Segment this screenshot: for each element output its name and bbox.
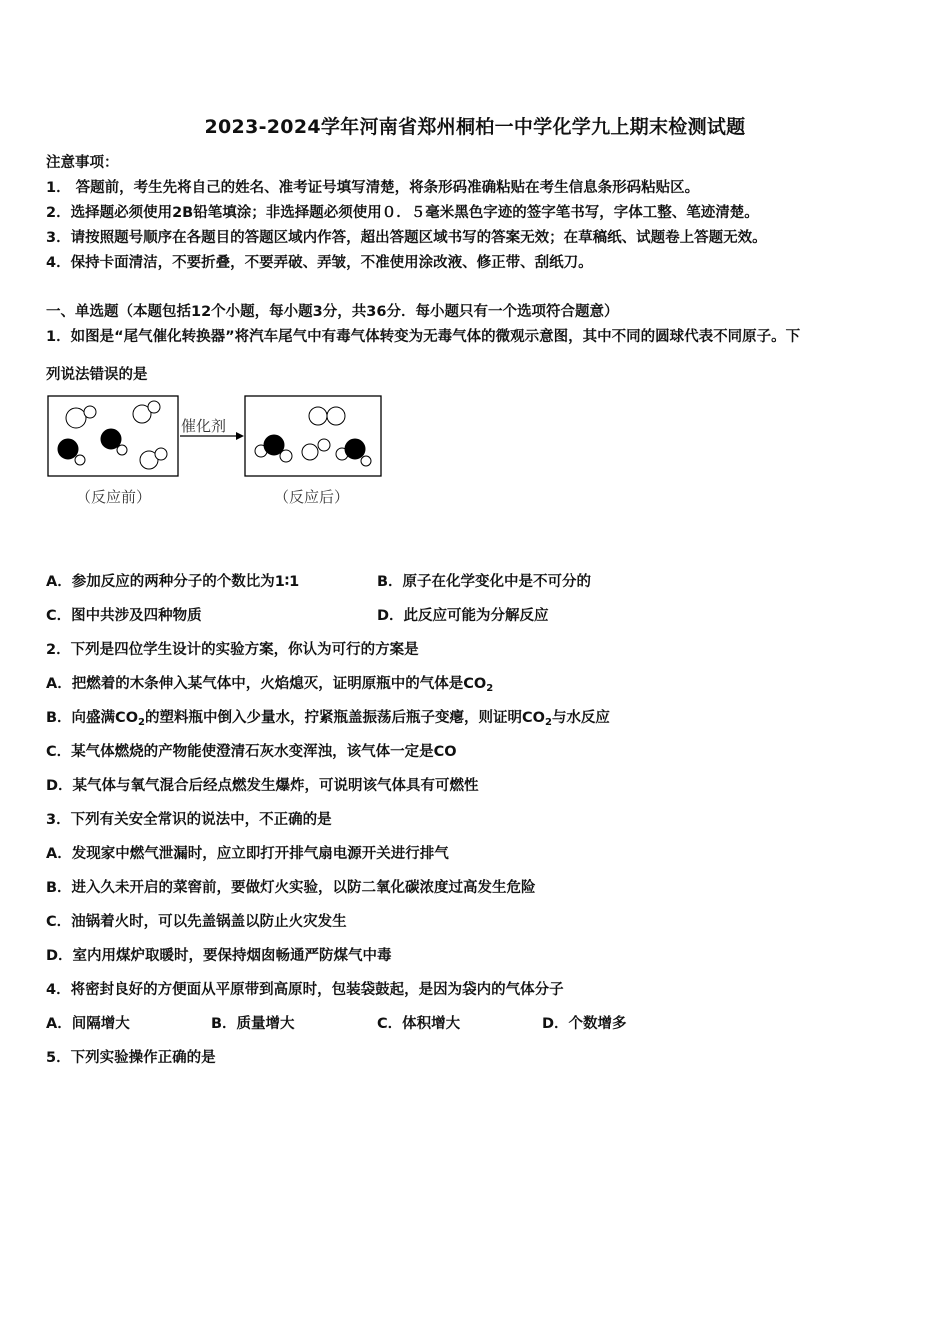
q4-option-c[interactable]: C．体积增大 [377,1016,461,1032]
q3-stem: 3．下列有关安全常识的说法中，不正确的是 [46,812,332,828]
q4-option-d[interactable]: D．个数增多 [542,1016,627,1032]
section-heading: 一、单选题（本题包括12个小题，每小题3分，共36分．每小题只有一个选项符合题意） [46,304,619,320]
q3-option-c[interactable]: C．油锅着火时，可以先盖锅盖以防止火灾发生 [46,914,347,930]
q1-stem-line2: 列说法错误的是 [46,367,148,383]
q2-stem: 2．下列是四位学生设计的实验方案，你认为可行的方案是 [46,642,419,658]
arrow-head [236,432,244,440]
notice-item-3: 3．请按照题号顺序在各题目的答题区域内作答，超出答题区域书写的答案无效；在草稿纸、试题卷上答题无效。 [46,230,767,246]
q1-option-b[interactable]: B．原子在化学变化中是不可分的 [377,574,592,590]
catalyst-label: 催化剂 [181,417,227,435]
q2-option-d[interactable]: D．某气体与氧气混合后经点燃发生爆炸，可说明该气体具有可燃性 [46,778,479,794]
q2-option-b[interactable] [46,708,610,733]
notice-item-1: 1． 答题前，考生先将自己的姓名、准考证号填写清楚，将条形码准确粘贴在考生信息条形码粘贴区。 [46,180,700,196]
q1-option-a[interactable]: A．参加反应的两种分子的个数比为1∶1 [46,574,300,590]
notice-heading: 注意事项： [46,155,119,171]
q2-b-subscript-1: 2 [138,717,145,728]
q2-b-subscript-2: 2 [544,717,552,728]
before-caption: （反应前） [76,488,152,506]
q4-stem: 4．将密封良好的方便面从平原带到高原时，包装袋鼓起，是因为袋内的气体分子 [46,982,564,998]
q3-option-b[interactable]: B．进入久未开启的菜窖前，要做灯火实验，以防二氧化碳浓度过高发生危险 [46,880,536,896]
q1-stem-line1: 1．如图是“尾气催化转换器”将汽车尾气中有毒气体转变为无毒气体的微观示意图，其中不同的圆球代表不同原子。下 [46,329,801,345]
after-caption: （反应后） [274,488,350,506]
q2-a-text: A．把燃着的木条伸入某气体中，火焰熄灭，证明原瓶中的气体是CO [46,676,487,692]
q4-option-a[interactable]: A．间隔增大 [46,1016,130,1032]
notice-item-2: 2．选择题必须使用2B铅笔填涂；非选择题必须使用０．５毫米黑色字迹的签字笔书写，字体工整、笔迹清楚。 [46,205,759,221]
q2-option-a[interactable] [46,674,493,699]
page-title: 2023-2024学年河南省郑州桐柏一中学化学九上期末检测试题 [204,116,746,138]
q3-option-d[interactable]: D．室内用煤炉取暖时，要保持烟囱畅通严防煤气中毒 [46,948,392,964]
q2-option-c[interactable]: C．某气体燃烧的产物能使澄清石灰水变浑浊，该气体一定是CO [46,744,457,760]
q1-option-c[interactable]: C．图中共涉及四种物质 [46,608,202,624]
q4-option-b[interactable]: B．质量增大 [211,1016,295,1032]
q5-stem: 5．下列实验操作正确的是 [46,1050,216,1066]
q3-option-a[interactable]: A．发现家中燃气泄漏时，应立即打开排气扇电源开关进行排气 [46,846,449,862]
q2-a-subscript: 2 [486,683,494,694]
q2-b-text-3: 与水反应 [551,710,610,726]
q2-b-text-1: B．向盛满CO [46,710,139,726]
q2-b-text-2: 的塑料瓶中倒入少量水，拧紧瓶盖振荡后瓶子变瘪，则证明CO [145,710,545,726]
notice-item-4: 4．保持卡面清洁，不要折叠，不要弄破、弄皱，不准使用涂改液、修正带、刮纸刀。 [46,255,593,271]
q1-option-d[interactable]: D．此反应可能为分解反应 [377,608,549,624]
reaction-diagram [46,394,386,514]
